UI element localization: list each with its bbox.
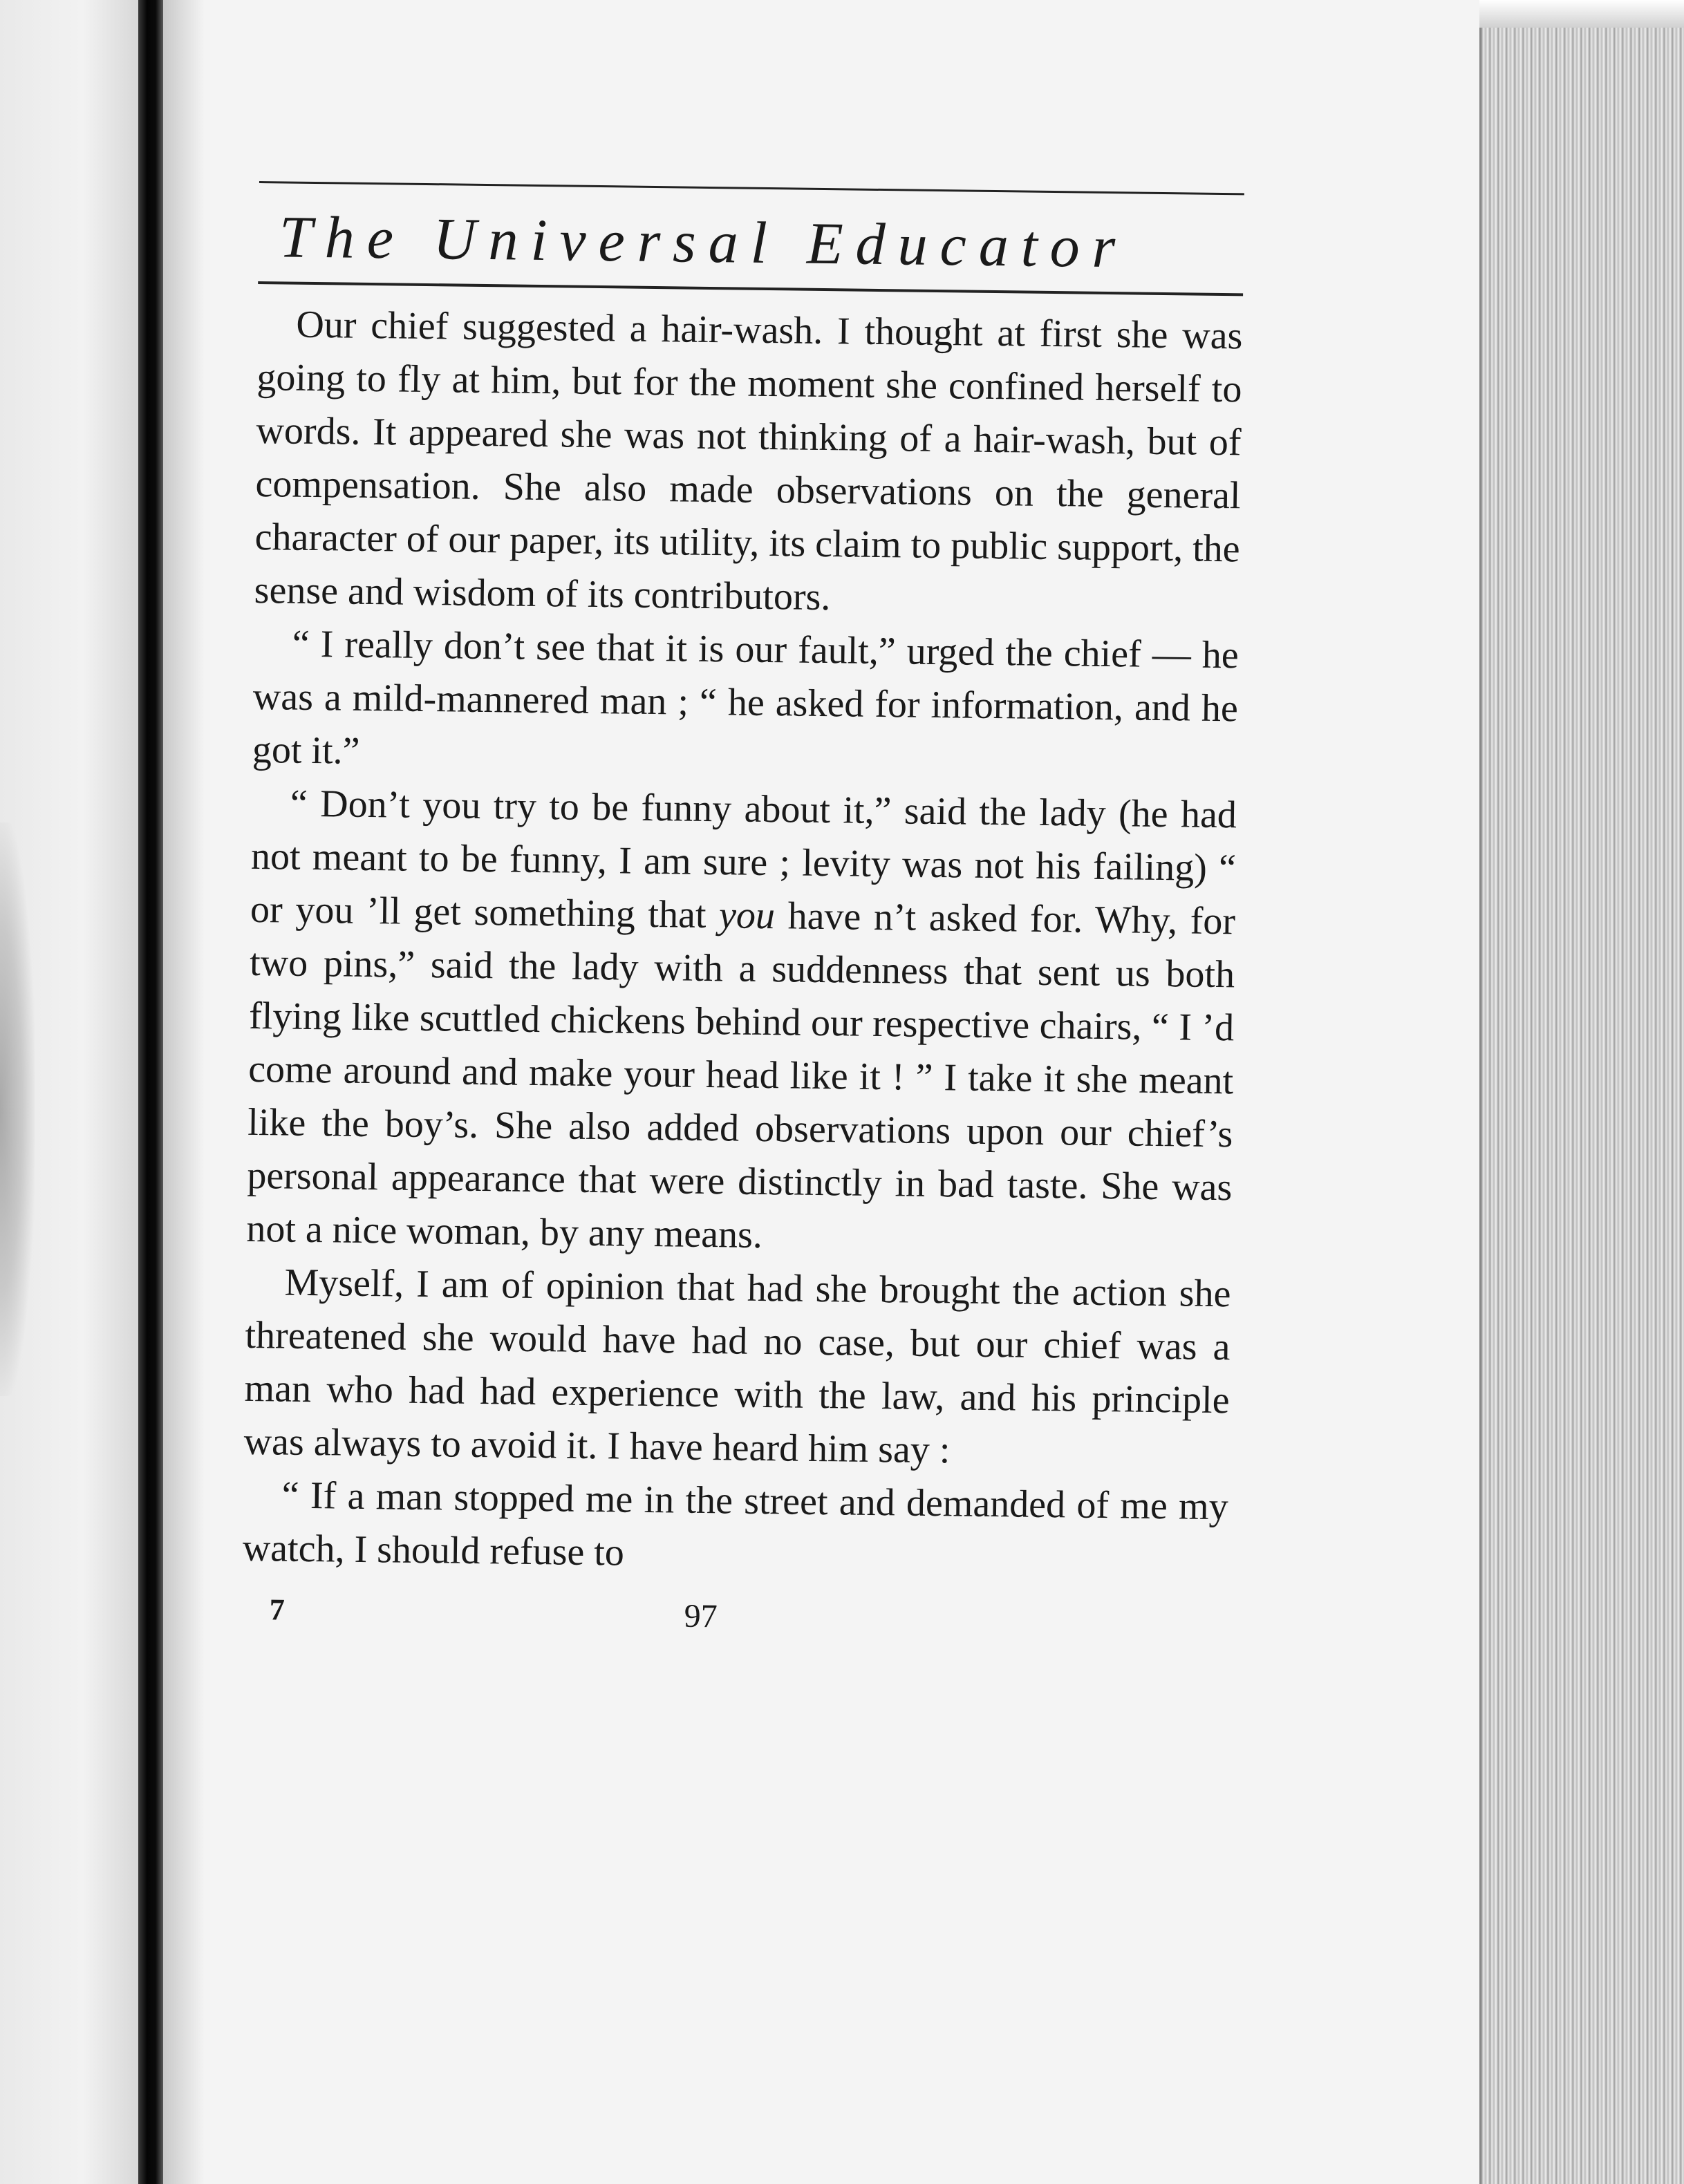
page-number: 97 bbox=[684, 1597, 718, 1635]
paragraph-3-part-2: have n’t asked for. Why, for two pins,” said the lady with a suddenness that sent us both flying like scuttled chickens behind our respective chairs, “ I ’d come around and make your head like it ! ” I take it she meant like the boy’s. She also added observations upon our chief’s personal appearance that were distinctly in bad taste. She was not a nice woman, by any means. bbox=[246, 894, 1236, 1257]
paragraph-3 bbox=[246, 777, 1237, 1268]
paragraph-1: Our chief suggested a hair-wash. I thought at first she was going to fly at him, but for the moment she confined herself to words. It appeared she was not thinking of a hair-wash, but of compensation. She also made observations on the general character of our paper, its utility, its claim to public support, the sense and wisdom of its contributors. bbox=[254, 303, 1243, 619]
paragraph-4: Myself, I am of opinion that had she brought the action she threatened she would have had no case, but our chief was a man who had had experience with the law, and his principle was always to avoid it. I have heard him say : bbox=[243, 1261, 1231, 1472]
header-rule-bottom bbox=[258, 281, 1243, 296]
paragraph-3-emphasis: you bbox=[718, 894, 776, 938]
facing-page-edge bbox=[0, 0, 138, 2184]
paragraph-5: “ If a man stopped me in the street and demanded of me my watch, I should refuse to bbox=[242, 1474, 1229, 1574]
paper-stain bbox=[0, 822, 35, 1396]
page-text-block bbox=[241, 181, 1244, 1659]
running-head: The Universal Educator bbox=[279, 203, 1128, 281]
signature-mark: 7 bbox=[269, 1592, 286, 1627]
page-stack-top bbox=[1479, 0, 1684, 28]
paragraph-2: “ I really don’t see that it is our fault,” urged the chief — he was a mild-mannered man ; “ he asked for information, and he got it.” bbox=[252, 622, 1239, 773]
page-stack-edges bbox=[1479, 28, 1684, 2184]
book-gutter bbox=[138, 0, 163, 2184]
paragraph-3-part-1: “ Don’t you try to be funny about it,” said the lady (he had not meant to be funny, I am sure ; levity was not his failing) “ or you ’ll get something that bbox=[250, 782, 1237, 937]
